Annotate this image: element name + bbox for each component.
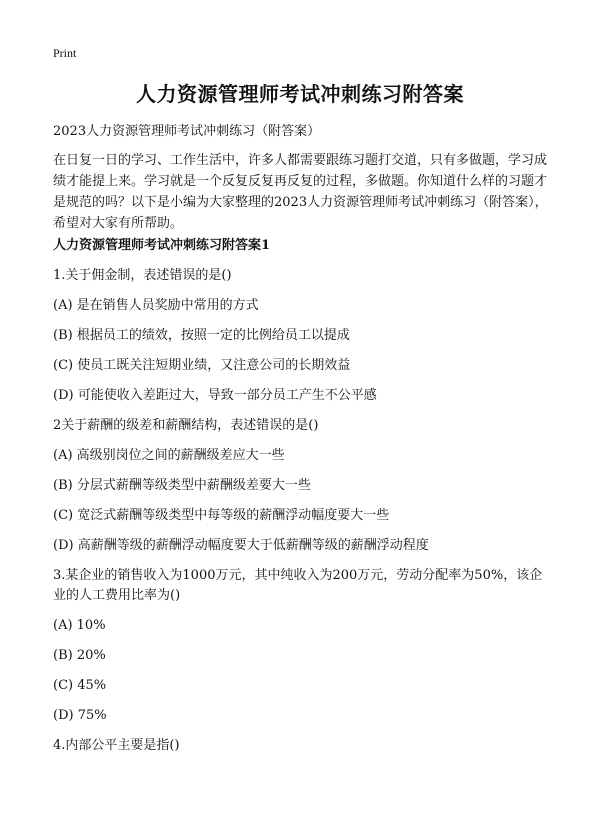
intro-paragraph: 在日复一日的学习、工作生活中，许多人都需要跟练习题打交道，只有多做题，学习成绩才能提上来。学习就是一个反复反复再反复的过程，多做题。你知道什么样的习题才是规范的吗？以下是小编为大家整理的2023人力资源管理师考试冲刺练习（附答案），希望对大家有所帮助。 — [53, 153, 548, 231]
question-text: 4.内部公平主要是指() — [53, 738, 180, 753]
question-option: (D) 75% — [53, 708, 107, 723]
print-link[interactable]: Print — [53, 46, 77, 60]
question-block — [53, 566, 553, 726]
question-option: (A) 是在销售人员奖励中常用的方式 — [53, 298, 259, 313]
question-text: 2关于薪酬的级差和薪酬结构，表述错误的是() — [53, 418, 319, 433]
question-block — [53, 266, 553, 406]
question-option: (C) 宽泛式薪酬等级类型中每等级的薪酬浮动幅度要大一些 — [53, 508, 390, 523]
question-option: (B) 根据员工的绩效，按照一定的比例给员工以提成 — [53, 328, 350, 343]
question-option: (D) 可能使收入差距过大，导致一部分员工产生不公平感 — [53, 388, 377, 403]
question-text: 1.关于佣金制，表述错误的是() — [53, 268, 232, 283]
question-option: (B) 20% — [53, 648, 106, 663]
question-text: 3.某企业的销售收入为1000万元，其中纯收入为200万元，劳动分配率为50%，该企业的人工费用比率为() — [53, 568, 543, 603]
document-subtitle: 2023人力资源管理师考试冲刺练习（附答案） — [53, 124, 321, 139]
question-option: (D) 高薪酬等级的薪酬浮动幅度要大于低薪酬等级的薪酬浮动程度 — [53, 538, 429, 553]
question-option: (A) 高级别岗位之间的薪酬级差应大一些 — [53, 448, 285, 463]
question-block — [53, 416, 553, 556]
question-option: (C) 使员工既关注短期业绩，又注意公司的长期效益 — [53, 358, 351, 373]
question-list — [53, 266, 553, 766]
question-option: (B) 分层式薪酬等级类型中薪酬级差要大一些 — [53, 478, 311, 493]
page-title: 人力资源管理师考试冲刺练习附答案 — [136, 82, 464, 106]
question-option: (A) 10% — [53, 618, 106, 633]
section-heading: 人力资源管理师考试冲刺练习附答案1 — [53, 238, 271, 253]
question-option: (C) 45% — [53, 678, 107, 693]
question-block — [53, 736, 553, 756]
